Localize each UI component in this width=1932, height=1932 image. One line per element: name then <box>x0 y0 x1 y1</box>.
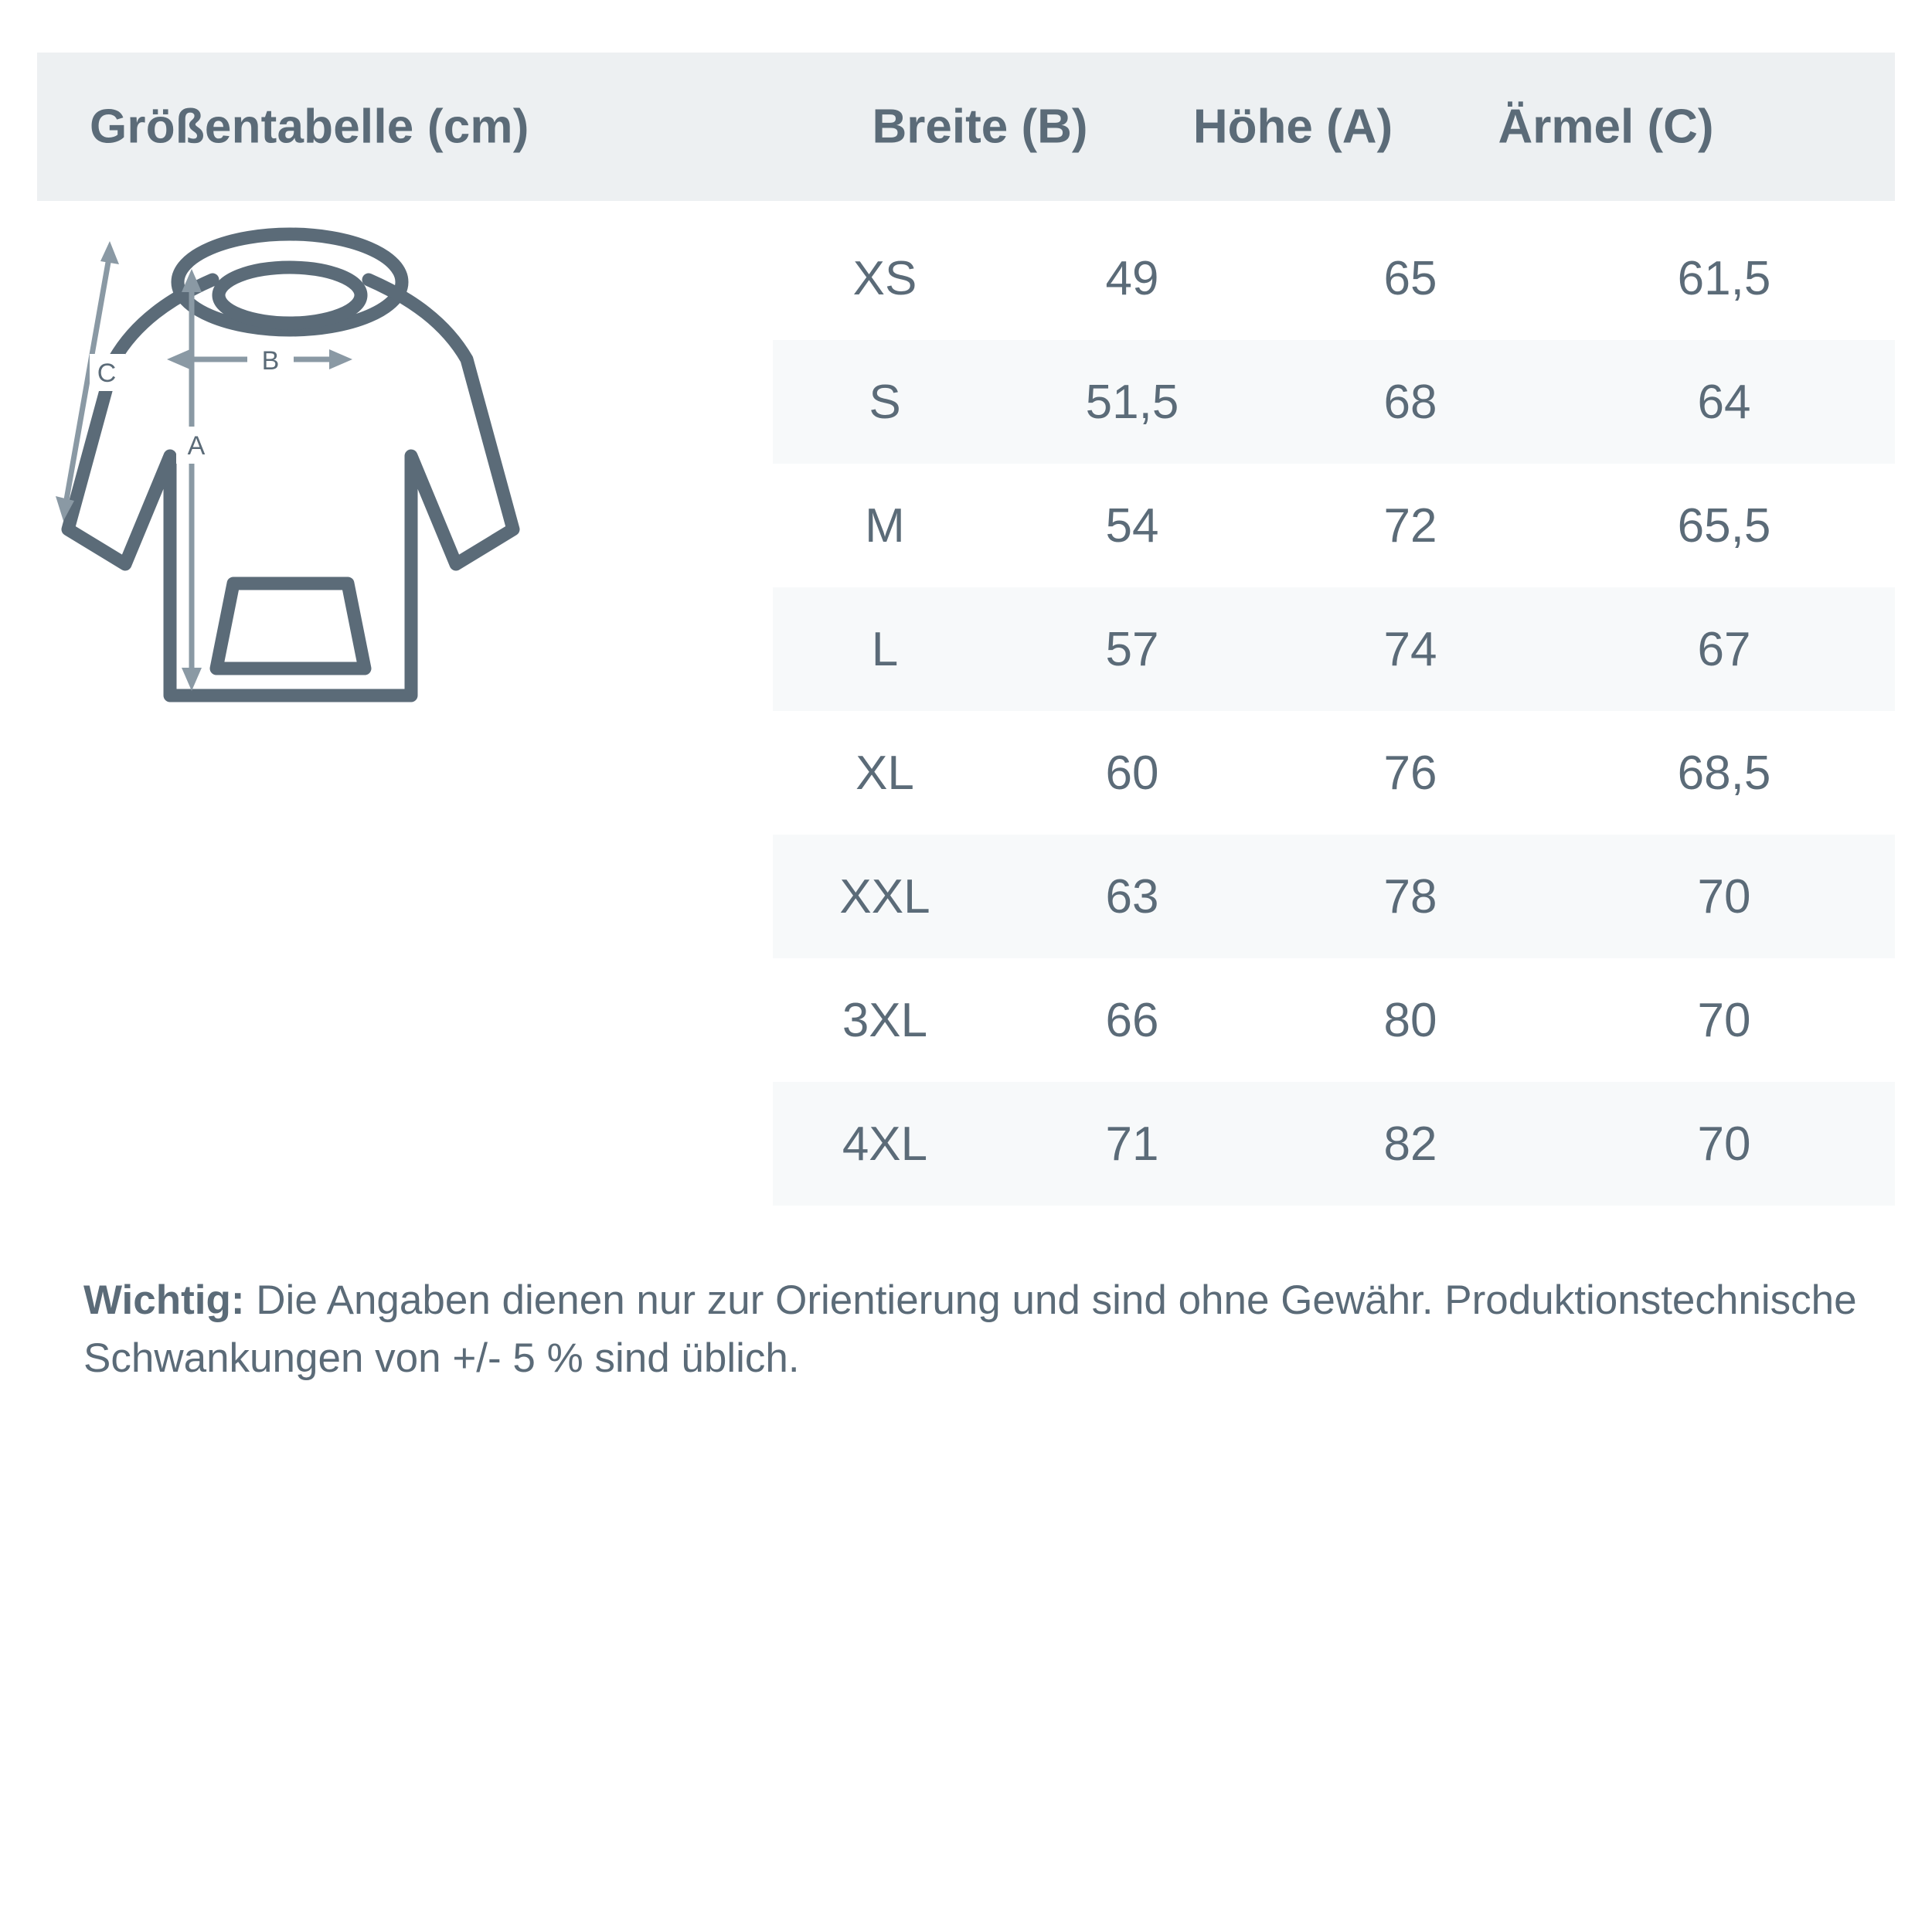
cell-height: 68 <box>1383 375 1437 429</box>
cell-width: 49 <box>1105 251 1159 305</box>
diagram-label-height: A <box>187 431 206 461</box>
table-row <box>773 1082 1895 1206</box>
cell-height: 82 <box>1383 1117 1437 1171</box>
disclaimer-label: Wichtig: <box>83 1277 245 1323</box>
cell-height: 72 <box>1383 498 1437 553</box>
table-row <box>773 958 1895 1082</box>
table-row <box>773 587 1895 711</box>
table-row <box>773 216 1895 340</box>
cell-width: 71 <box>1105 1117 1159 1171</box>
table-row <box>773 711 1895 835</box>
cell-width: 60 <box>1105 746 1159 800</box>
cell-size: S <box>869 375 901 429</box>
table-row <box>773 835 1895 958</box>
diagram-label-width: B <box>261 346 280 376</box>
cell-sleeve: 64 <box>1697 375 1751 429</box>
cell-width: 66 <box>1105 993 1159 1047</box>
disclaimer-note <box>83 1271 1876 1388</box>
cell-width: 63 <box>1105 869 1159 923</box>
cell-size: 4XL <box>842 1117 928 1171</box>
column-header-width: Breite (B) <box>872 100 1088 154</box>
disclaimer-text: Die Angaben dienen nur zur Orientierung und sind ohne Gewähr. Produktionstechnische Schwankungen von +/- 5 % sind üblich. <box>83 1277 1857 1382</box>
page-title: Größentabelle (cm) <box>90 100 529 154</box>
cell-sleeve: 70 <box>1697 993 1751 1047</box>
cell-sleeve: 65,5 <box>1677 498 1771 553</box>
size-chart-header <box>37 53 1895 201</box>
size-table <box>773 216 1895 1206</box>
column-header-height: Höhe (A) <box>1192 100 1393 154</box>
cell-width: 57 <box>1105 622 1159 676</box>
cell-sleeve: 67 <box>1697 622 1751 676</box>
cell-height: 76 <box>1383 746 1437 800</box>
cell-size: XL <box>855 746 914 800</box>
cell-sleeve: 70 <box>1697 1117 1751 1171</box>
cell-size: M <box>865 498 905 553</box>
cell-size: L <box>871 622 899 676</box>
cell-height: 80 <box>1383 993 1437 1047</box>
cell-size: XS <box>852 251 917 305</box>
cell-sleeve: 68,5 <box>1677 746 1771 800</box>
cell-sleeve: 70 <box>1697 869 1751 923</box>
cell-size: XXL <box>839 869 930 923</box>
cell-size: 3XL <box>842 993 928 1047</box>
size-table-body <box>773 216 1895 1206</box>
column-headers <box>818 100 1876 155</box>
hoodie-measurement-icon <box>54 224 773 835</box>
diagram-label-sleeve: C <box>97 359 117 388</box>
cell-width: 51,5 <box>1085 375 1179 429</box>
table-row <box>773 340 1895 464</box>
column-header-sleeve: Ärmel (C) <box>1498 100 1714 154</box>
cell-height: 74 <box>1383 622 1437 676</box>
cell-height: 78 <box>1383 869 1437 923</box>
table-row <box>773 464 1895 587</box>
cell-width: 54 <box>1105 498 1159 553</box>
cell-height: 65 <box>1383 251 1437 305</box>
cell-sleeve: 61,5 <box>1677 251 1771 305</box>
hoodie-diagram <box>54 224 773 835</box>
